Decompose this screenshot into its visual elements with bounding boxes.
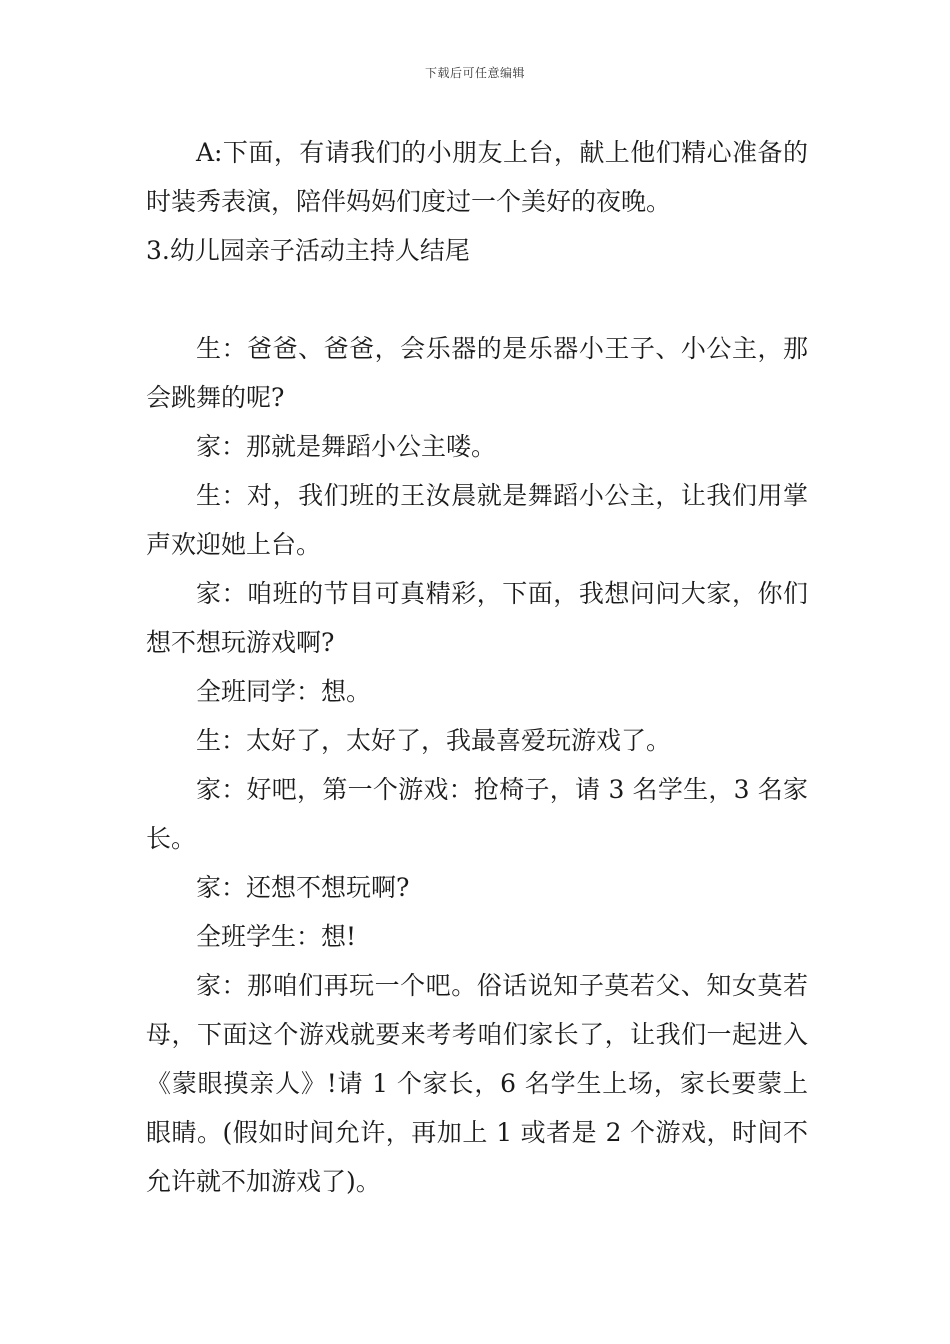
dialogue-paragraph: 家：那咱们再玩一个吧。俗话说知子莫若父、知女莫若母，下面这个游戏就要来考考咱们家长了，让我们一起进入《蒙眼摸亲人》!请 1 个家长，6 名学生上场，家长要蒙上眼睛。(假如时间允许，再加上 1 或者是 2 个游戏，时间不允许就不加游戏了)。 [146,971,808,1196]
dialogue-paragraph: 家：咱班的节目可真精彩，下面，我想问问大家，你们想不想玩游戏啊? [146,579,808,657]
document-body [146,128,808,1206]
dialogue-paragraph: 生：太好了，太好了，我最喜爱玩游戏了。 [196,726,672,755]
section-heading: 3.幼儿园亲子活动主持人结尾 [146,236,470,265]
dialogue-paragraph: 生：爸爸、爸爸，会乐器的是乐器小王子、小公主，那会跳舞的呢? [146,334,808,412]
blank-line [146,275,808,324]
dialogue-paragraph: 家：还想不想玩啊? [196,873,410,902]
intro-paragraph: A:下面，有请我们的小朋友上台，献上他们精心准备的时装秀表演，陪伴妈妈们度过一个美好的夜晚。 [146,138,808,216]
dialogue-paragraph: 生：对，我们班的王汝晨就是舞蹈小公主，让我们用掌声欢迎她上台。 [146,481,808,559]
dialogue-paragraph: 全班同学：想。 [196,677,372,706]
dialogue-paragraph: 家：好吧，第一个游戏：抢椅子，请 3 名学生，3 名家长。 [146,775,808,853]
dialogue-paragraph: 家：那就是舞蹈小公主喽。 [196,432,497,461]
dialogue-paragraph: 全班学生：想! [196,922,357,951]
page-header-note: 下载后可任意编辑 [424,66,525,80]
